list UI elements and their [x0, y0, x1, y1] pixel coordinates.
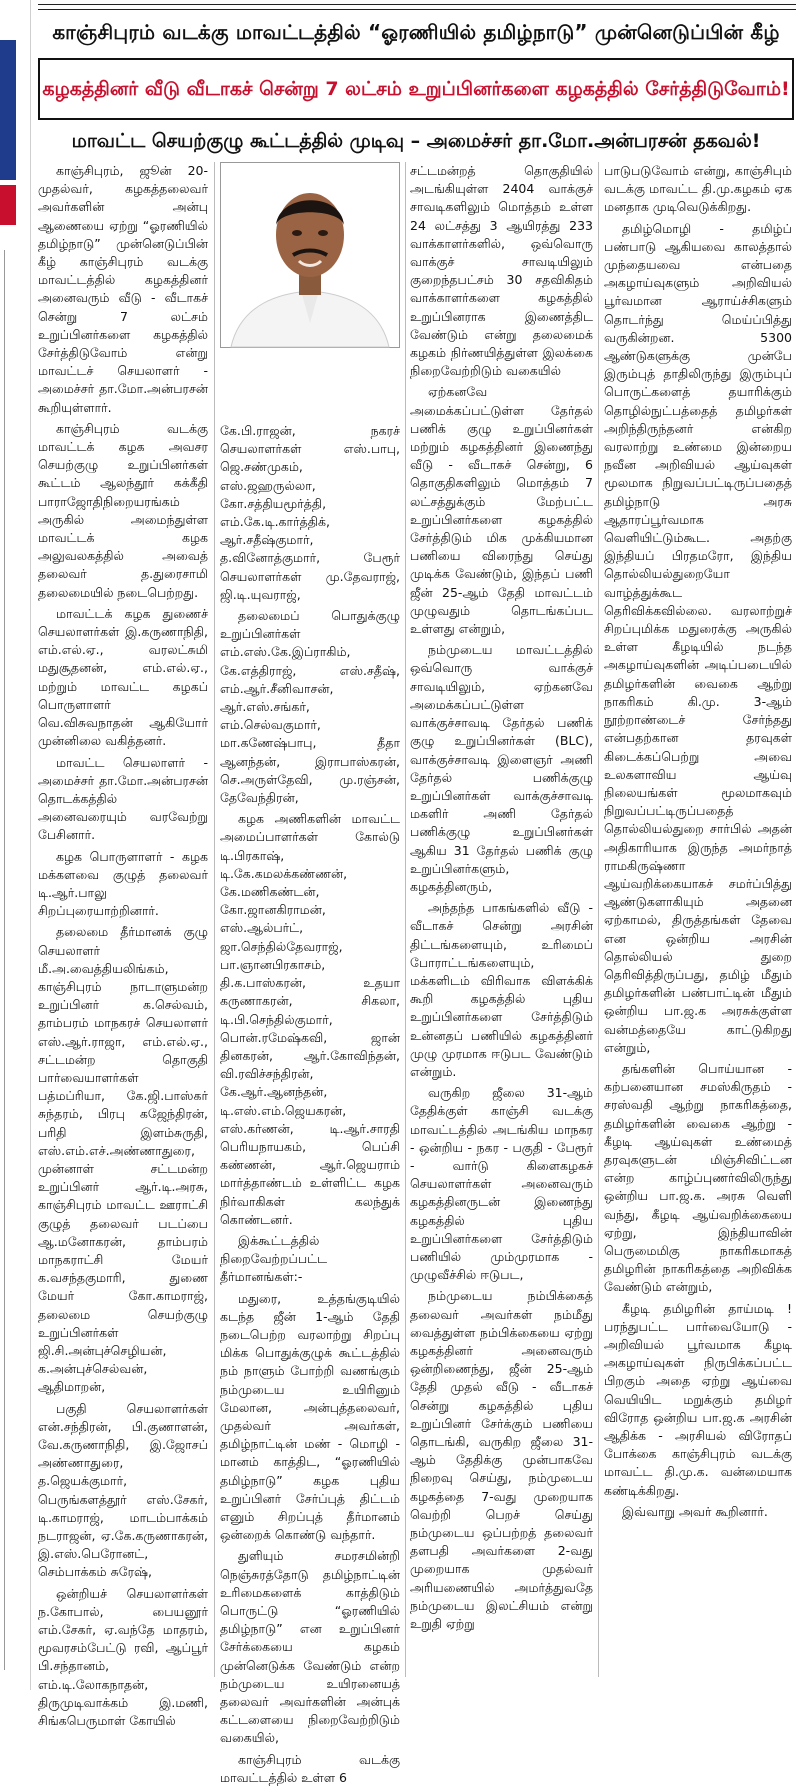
paragraph: மதுரை, உத்தங்குடியில் கடந்த ஜீன் 1-ஆம் தேதி நடைபெற்ற வரலாற்று சிறப்பு மிக்க பொதுக்குழுக் கூட்டத்தில் நம் நாளும் போற்றி வணங்கும் நம்முடைய உயிரினும் மேலான, அன்புத்தலைவர், முதல்வர் அவர்கள், தமிழ்நாட்டின் மண் - மொழி - மானம் காத்திட, “ஓரணியில் தமிழ்நாடு” கழக புதிய உறுப்பினர் சேர்ப்புத் திட்டம் எனும் சிறப்புத் தீர்மானம் ஒன்றைக் கொண்டு வந்தார்.: [220, 1290, 400, 1543]
paragraph: மாவட்டக் கழக துணைச் செயலாளர்கள் இ.கருணாநிதி, எம்.எல்.ஏ., வரலட்சுமி மதுசூதனன், எம்.எல்.ஏ., மற்றும் மாவட்ட கழகப் பொருளாளர் வெ.விசுவநாதன் ஆகியோர் முன்னிலை வகித்தனர்.: [38, 605, 208, 749]
paragraph: அந்தந்த பாகங்களில் வீடு - வீடாகச் சென்று அரசின் திட்டங்களையும், உரிமைப் போராட்டங்களையும், மக்களிடம் விரிவாக விளக்கிக் கூறி கழகத்தில் புதிய உறுப்பினர்களை சேர்த்திடும் உன்னதப் பணியில் கழகத்தினர் முழு முரமாக ஈடுபட வேண்டும் என்றும்.: [410, 900, 593, 1079]
column-3: [410, 162, 593, 1677]
paragraph: பாடுபடுவோம் என்று, காஞ்சிபும் வடக்கு மாவட்ட தி.மு.கழகம் ஏக மனதாக முடிவெடுக்கிறது.: [604, 163, 792, 215]
column-rule: [405, 162, 406, 1677]
top-rule: [38, 4, 796, 10]
paragraph: கே.பி.ராஜன், நகரச் செயலாளர்கள் எஸ்.பாபு, ஜெ.சண்முகம், எஸ்.ஜஹருல்லா, கோ.சத்தியமூர்த்தி, எம்.கே.டி.கார்த்திக், ஆர்.சதீஷ்குமார், த.வினோத்குமார், பேரூர் செயலாளர்கள் மு.தேவராஜ், ஜி.டி.யுவராஜ்,: [220, 423, 400, 602]
paragraph: இவ்வாறு அவர் கூறினார்.: [622, 1503, 768, 1519]
paragraph: காஞ்சிபுரம், ஜூன் 20- முதல்வர், கழகத்தலைவர் அவர்களின் அன்பு ஆணையை ஏற்று “ஓரணியில் தமிழ்நாடு” முன்னெடுப்பின் கீழ் காஞ்சிபுரம் வடக்கு மாவட்டத்தில் கழகத்தினர் அனைவரும் வீடு - வீடாகச் சென்று 7 லட்சம் உறுப்பினர்களை கழகத்தில் சேர்த்திடுவோம் என்று மாவட்டச் செயலாளர் - அமைச்சர் தா.மோ.அன்பரசன் கூறியுள்ளார்.: [38, 163, 208, 415]
paragraph: ஏற்கனவே அமைக்கப்பட்டுள்ள தேர்தல் பணிக் குழு உறுப்பினர்கள் மற்றும் கழகத்தினர் இணைந்து வீடு - வீடாகச் சென்று, 6 தொகுதிகளிலும் மொத்தம் 7 லட்சத்துக்கும் மேற்பட்ட உறுப்பினர்களை கழகத்தில் சேர்த்திடும் மிக முக்கியமான பணியை விரைந்து செய்து முடிக்க வேண்டும், இந்தப் பணி ஜீன் 25-ஆம் தேதி மாவட்டம் முழுவதும் தொடங்கப்பட உள்ளது என்றும்,: [410, 384, 593, 637]
edge-column-rule: [4, 250, 25, 1670]
paragraph: மாவட்ட செயலாளர் - அமைச்சர் தா.மோ.அன்பரசன் தொடக்கத்தில் அனைவரையும் வரவேற்று பேசினார்.: [38, 754, 208, 843]
left-page-edge: [0, 0, 31, 1690]
kicker: காஞ்சிபுரம் வடக்கு மாவட்டத்தில் “ஓரணியில் தமிழ்நாடு” முன்னெடுப்பின் கீழ்: [52, 20, 780, 44]
paragraph: தலைமைப் பொதுக்குழு உறுப்பினர்கள் எம்.எஸ்.கே.இப்ராகிம், கே.எத்திராஜ், எஸ்.சதீஷ், எம்.ஆர்.சீனிவாசன், ஆர்.எஸ்.சங்கர், எம்.செல்வகுமார், மா.கணேஷ்பாபு, தீதா ஆனந்தன், இராபாஸ்கரன், செ.அருள்தேவி, மு.ரஞ்சன், தேவேந்திரன்,: [220, 608, 400, 806]
paragraph: கழக அணிகளின் மாவட்ட அமைப்பாளர்கள் கோல்டு டி.பிரகாஷ், டி.கே.கமலக்கண்ணன், கே.மணிகண்டன், கோ.ஜானகிராமன், எஸ்.ஆல்பர்ட், ஜா.செந்தில்தேவராஜ், பா.ஞானபிரகாசம், தி.க.பாஸ்கரன், உதயா கருணாகரன், சிகலா, டி.பி.செந்தில்குமார், பொன்.ரமேஷ்கவி, ஜான் தினகரன், ஆர்.கோவிந்தன், வி.ரவிச்சந்திரன், கே.ஆர்.ஆனந்தன், டி.எஸ்.எம்.ஜெயகரன், எஸ்.கர்ணன், டி.ஆர்.சாரதி பெரியநாயகம், பெப்சி கண்ணன், ஆர்.ஜெயராம் மார்த்தாண்டம் உள்ளிட்ட கழக நிர்வாகிகள் கலந்துக் கொண்டனர்.: [220, 811, 400, 1227]
article: [38, 12, 794, 1785]
paragraph: காஞ்சிபுரம் வடக்கு மாவட்டத்தில் உள்ள 6: [220, 1751, 400, 1785]
edge-red-strip: [0, 185, 16, 225]
paragraph: துளியும் சமரசமின்றி நெஞ்சுரத்தோடு தமிழ்நாட்டின் உரிமைகளைக் காத்திடும் பொருட்டு “ஓரணியில் தமிழ்நாடு” என உறுப்பினர் சேர்க்கையை கழகம் முன்னெடுக்க வேண்டும் என்ற நம்முடைய உயிரனையத் தலைவர் அவர்களின் அன்புக் கட்டளையை நிறைவேற்றிடும் வகையில்,: [220, 1548, 400, 1746]
paragraph: ஒன்றியச் செயலாளர்கள் ந.கோபால், பையனூர் எம்.சேகர், ஏ.வந்தே மாதரம், மூவரசம்பேட்டு ரவி, ஆப்பூர் பி.சந்தானம், எம்.டி.லோகநாதன், திருமுடிவாக்கம் இ.மணி, சிங்கபெருமாள் கோயில்: [38, 1585, 208, 1729]
paragraph: கழக பொருளாளர் - கழக மக்களவை குழுத் தலைவர் டி.ஆர்.பாலு சிறப்புரையாற்றினார்.: [38, 848, 208, 919]
paragraph: கீழடி தமிழரின் தாய்மடி ! பரந்துபட்ட பார்வையோடு - அறிவியல் பூர்வமாக கீழடி அகழாய்வுகள் நிருபிக்கப்பட்ட பிறகும் அதை ஏற்று ஆய்வை வெயியிட மறுக்கும் தமிழர் விரோத ஒன்றிய பா.ஜ.க அரசின் ஆதிக்க - அரசியல் விரோதப் போக்கை காஞ்சிபுரம் வடக்கு மாவட்ட தி.மு.க. வன்மையாக கண்டிக்கிறது.: [604, 1300, 792, 1498]
column-4: [604, 162, 792, 1677]
portrait-icon: [221, 163, 399, 347]
paragraph: வருகிற ஜீலை 31-ஆம் தேதிக்குள் காஞ்சி வடக்கு மாவட்டத்தில் அடங்கிய மாநகர - ஒன்றிய - நகர - பகுதி - பேரூர் - வார்டு கிளைகழகச் செயலாளர்கள் அனைவரும் கழகத்தினருடன் இணைந்து கழகத்தில் புதிய உறுப்பினர்களை சேர்த்திடும் பணியில் மும்முரமாக - முழுவீச்சில் ஈடுபட,: [410, 1085, 593, 1283]
paragraph: நம்முடைய மாவட்டத்தில் ஒவ்வொரு வாக்குச் சாவடியிலும், ஏற்கனவே அமைக்கப்பட்டுள்ள வாக்குச்சாவடி தேர்தல் பணிக் குழு உறுப்பினர்கள் (BLC), வாக்குச்சாவடி இளைஞர் அணி தேர்தல் பணிக்குழு உறுப்பினர்கள் வாக்குச்சாவடி மகளிர் அணி தேர்தல் பணிக்குழு உறுப்பினர்கள் ஆகிய 31 தேர்தல் பணிக் குழு உறுப்பினர்களும், கழகத்தினரும்,: [410, 642, 593, 894]
edge-blue-strip: [0, 40, 16, 180]
paragraph: பகுதி செயலாளர்கள் என்.சந்திரன், பி.குணாளன், வே.கருணாநிதி, இ.ஜோசப் அண்ணாதுரை, த.ஜெயக்குமார், பெருங்களத்தூர் எஸ்.சேகர், டி.காமராஜ், மாடம்பாக்கம் நடராஜன், ஏ.கே.கருணாகரன், இ.எஸ்.பெரோனட், செம்பாக்கம் சுரேஷ்,: [38, 1400, 208, 1580]
column-2: [220, 422, 400, 1785]
article-body: [38, 162, 794, 1785]
column-1: [38, 162, 208, 1729]
headline: கழகத்தினர் வீடு வீடாகச் சென்று 7 லட்சம் உறுப்பினர்களை கழகத்தில் சேர்த்திடுவோம்!: [38, 58, 794, 120]
paragraph: நம்முடைய நம்பிக்கைத் தலைவர் அவர்கள் நம்மீது வைத்துள்ள நம்பிக்கையை ஏற்று கழகத்தினர் அனைவரும் ஒன்றிணைந்து, ஜீன் 25-ஆம் தேதி முதல் வீடு - வீடாகச் சென்று கழகத்தில் புதிய உறுப்பினர் சேர்க்கும் பணியை தொடங்கி, வருகிற ஜீலை 31-ஆம் தேதிக்கு முன்பாகவே நிறைவு செய்து, நம்முடைய கழகத்தை 7-வது முறையாக வெற்றி பெறச் செய்து நம்முடைய ஒப்பற்றத் தலைவர் தளபதி அவர்களை 2-வது முறையாக முதல்வர் அரியணையில் அமர்த்துவதே நம்முடைய இலட்சியம் என்று உறுதி ஏற்று: [410, 1288, 593, 1632]
paragraph: தலைமை தீர்மானக் குழு செயலாளர் மீ.அ.வைத்தியலிங்கம், காஞ்சிபுரம் நாடாளுமன்ற உறுப்பினர் க.செல்வம், தாம்பரம் மாநகரச் செயலாளர் எஸ்.ஆர்.ராஜா, எம்.எல்.ஏ., சட்டமன்ற தொகுதி பார்வையாளர்கள் பத்மப்ரியா, கே.ஜி.பாஸ்கர் சுந்தரம், பிரபு கஜேந்திரன், பரிதி இளம்சுருதி, எஸ்.எம்.எச்.அண்ணாதுரை, முன்னாள் சட்டமன்ற உறுப்பினர் ஆர்.டி.அரசு, காஞ்சிபுரம் மாவட்ட ஊராட்சி குழுத் தலைவர் படப்பை ஆ.மனோகரன், தாம்பரம் மாநகராட்சி மேயர் க.வசந்தகுமாரி, துணை மேயர் கோ.காமராஜ், தலைமை செயற்குழு உறுப்பினர்கள் ஜி.சி.அன்புச்செழியன், க.அன்புச்செல்வன், ஆதிமாறன்,: [38, 924, 208, 1395]
column-rule: [214, 162, 215, 1677]
paragraph: தமிழ்மொழி - தமிழ்ப் பண்பாடு ஆகியவை காலத்தால் முந்தையவை என்பதை அகழாய்வுகளும் அறிவியல் பூர்வமான ஆராய்ச்சிகளும் தொடர்ந்து மெய்ப்பித்து வருகின்றன. 5300 ஆண்டுகளுக்கு முன்பே இரும்புத் தாதிலிருந்து இரும்புப் பொருட்களைத் தயாரிக்கும் தொழில்நுட்பத்தைத் தமிழர்கள் அறிந்திருந்தனர் என்கிற வரலாற்று உண்மை இன்றைய நவீன அறிவியல் ஆய்வுகள் மூலமாக நிறுவப்பட்டிருப்பதைத் தமிழ்நாடு அரசு ஆதாரப்பூர்வமாக வெளியிட்டும்கூட. அதற்கு இந்தியப் பிரதமரோ, இந்திய தொல்லியல்துறையோ வாழ்த்துக்கூட தெரிவிக்கவில்லை. வரலாற்றுச் சிறப்புமிக்க மதுரைக்கு அருகில் உள்ள கீழடியில் நடந்த அகழாய்வுகளின் அடிப்படையில் தமிழர்களின் வைகை ஆற்று நாகரிகம் கி.மு. 3-ஆம் நூற்றாண்டைச் சேர்ந்தது என்பதற்கான தரவுகள் கிடைக்கப்பெற்று அவை உலகளாவிய ஆய்வு நிலையங்கள் மூலமாகவும் நிறுவப்பட்டிருப்பதைத் தொல்லியல்துறை சார்பில் அதன் அதிகாரியாக இருந்த அமர்நாத் ராமகிருஷ்ணா ஆய்வறிக்கையாகச் சமர்ப்பித்து ஆண்டுகளாகியும் அதனை ஏற்காமல், திருத்தங்கள் தேவை என ஒன்றிய அரசின் தொல்லியல் துறை தெரிவித்திருப்பது, தமிழ் மீதும் தமிழர்களின் பண்பாட்டின் மீதும் ஒன்றிய பா.ஜ.க அரசுக்குள்ள வன்மத்தையே காட்டுகிறது என்றும்,: [604, 220, 792, 1055]
paragraph: தங்களின் பொய்யான - கற்பனையான சமஸ்கிருதம் - சரஸ்வதி ஆற்று நாகரிகத்தை, தமிழர்களின் வைகை ஆற்று - கீழடி ஆய்வுகள் உண்மைத் தரவுகளுடன் மிஞ்சிவிட்டன என்ற காழ்ப்புணர்விலிருந்து ஒன்றிய பா.ஜ.க. அரசு வெளி வந்து, கீழடி ஆய்வறிக்கையை ஏற்று, இந்தியாவின் பெருமைமிகு நாகரிகமாகத் தமிழரின் நாகரிகத்தை அறிவிக்க வேண்டும் என்றும்,: [604, 1060, 792, 1295]
column-rule: [598, 162, 599, 1677]
paragraph: காஞ்சிபுரம் வடக்கு மாவட்டக் கழக அவசர செயற்குழு உறுப்பினர்கள் கூட்டம் ஆலந்தூர் கக்கீதி பாராஜோதிநிறையரங்கம் அருகில் அமைந்துள்ள மாவட்டக் கழக அலுவலகத்தில் அவைத் தலைவர் த.துரைசாமி தலைமையில் நடைபெற்றது.: [38, 420, 208, 600]
paragraph: இக்கூட்டத்தில் நிறைவேற்றப்பட்ட தீர்மானங்கள்:-: [220, 1232, 328, 1285]
portrait-photo: [220, 162, 400, 348]
paragraph: சட்டமன்றத் தொகுதியில் அடங்கியுள்ள 2404 வாக்குச் சாவடிகளிலும் மொத்தம் உள்ள 24 லட்சத்து 3 ஆயிரத்து 233 வாக்காளர்களில், ஒவ்வொரு வாக்குச் சாவடியிலும் குறைந்தபட்சம் 30 சதவிகிதம் வாக்காளர்களை கழகத்தில் உறுப்பினராக இணைத்திட வேண்டும் என்று தலைமைக் கழகம் நிர்ணயித்துள்ள இலக்கை நிறைவேற்றிடும் வகையில்: [410, 163, 593, 379]
subheadline: மாவட்ட செயற்குழு கூட்டத்தில் முடிவு – அமைச்சர் தா.மோ.அன்பரசன் தகவல்!: [71, 130, 761, 152]
